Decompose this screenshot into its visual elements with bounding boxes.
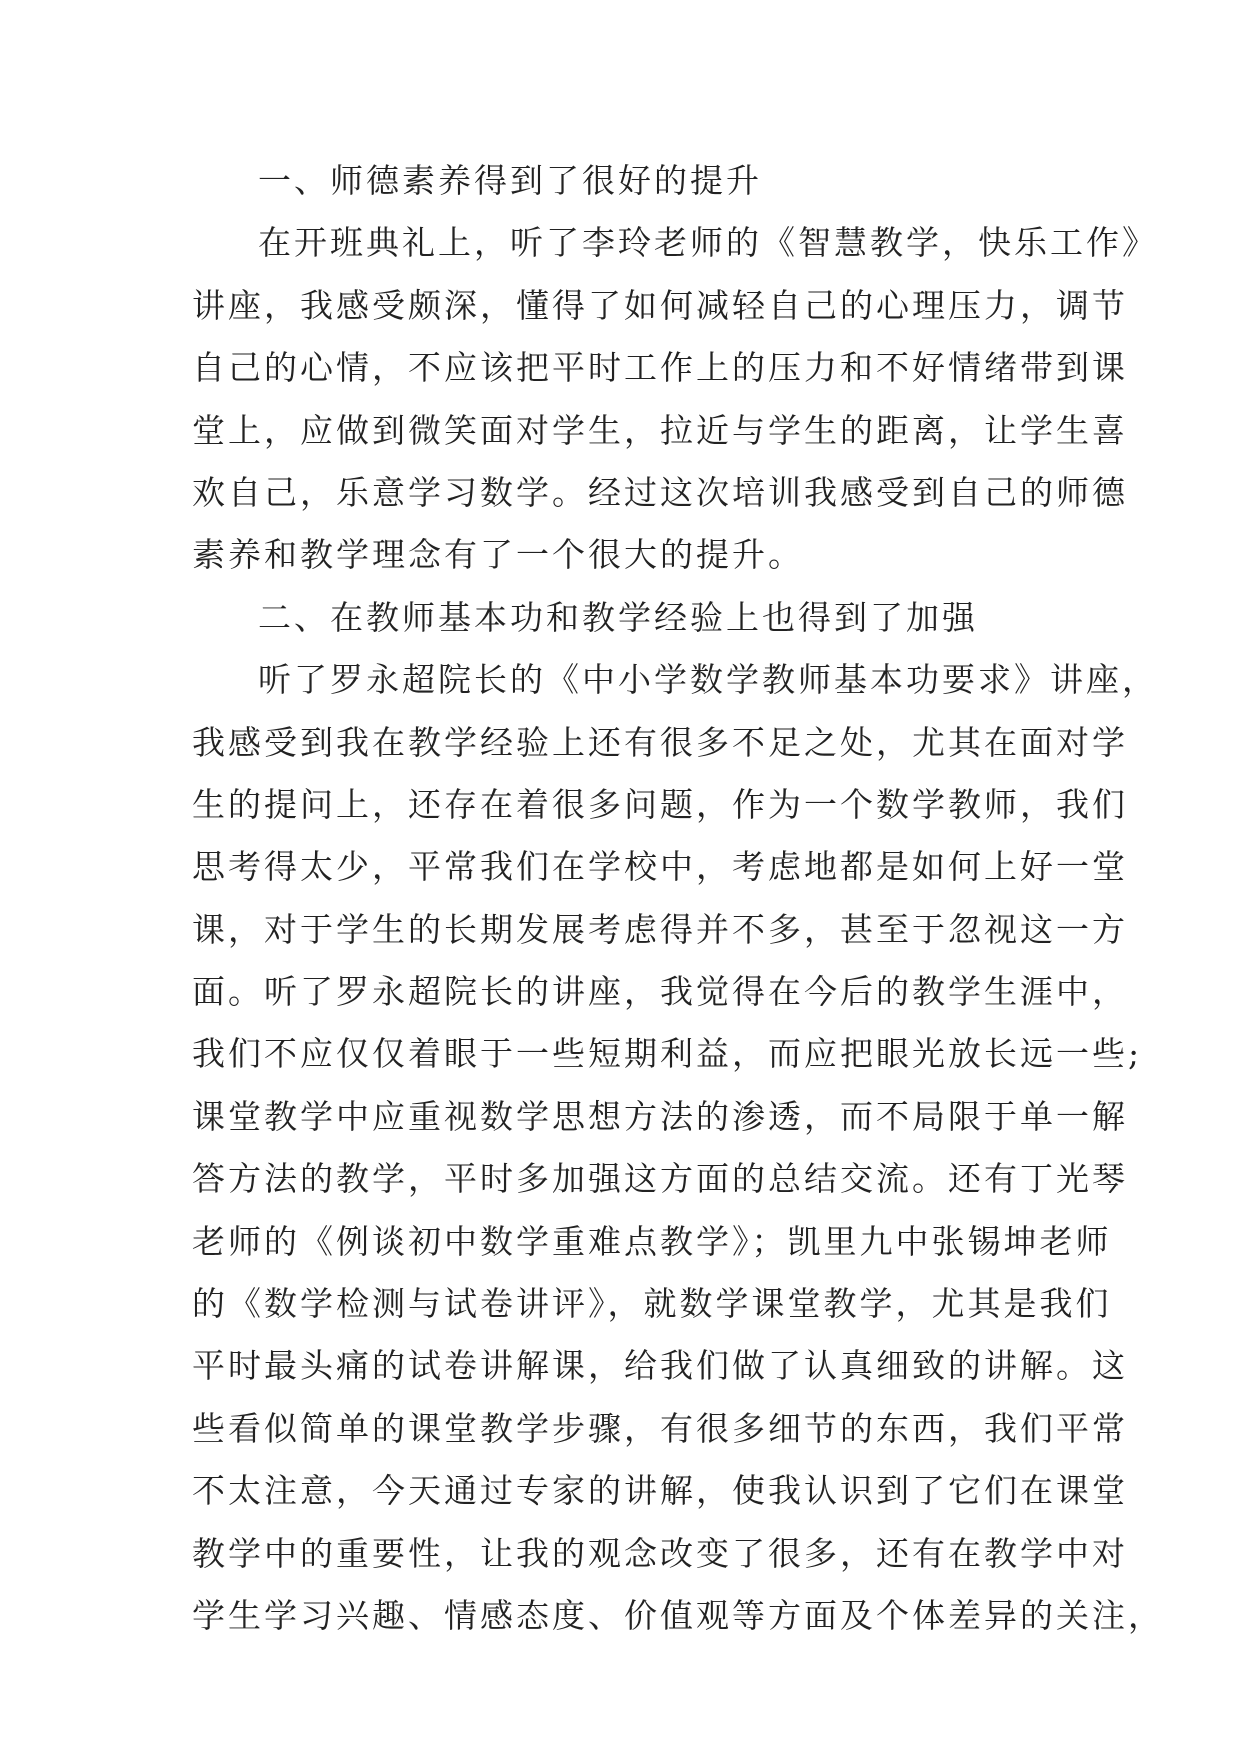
paragraph-line: 我们不应仅仅着眼于一些短期利益，而应把眼光放长远一些;: [192, 1034, 1143, 1074]
paragraph-line: 课，对于学生的长期发展考虑得并不多，甚至于忽视这一方: [192, 909, 1128, 949]
document-body: [192, 150, 1164, 1647]
paragraph-line: 自己的心情，不应该把平时工作上的压力和不好情绪带到课: [192, 348, 1128, 388]
paragraph-line: 答方法的教学，平时多加强这方面的总结交流。还有丁光琴: [192, 1159, 1128, 1199]
paragraph-line: 欢自己，乐意学习数学。经过这次培训我感受到自己的师德: [192, 472, 1128, 512]
paragraph-line: 思考得太少，平常我们在学校中，考虑地都是如何上好一堂: [192, 847, 1128, 887]
paragraph-line: 生的提问上，还存在着很多问题，作为一个数学教师，我们: [192, 784, 1128, 824]
paragraph-line: 课堂教学中应重视数学思想方法的渗透，而不局限于单一解: [192, 1096, 1128, 1136]
paragraph-line: 不太注意，今天通过专家的讲解，使我认识到了它们在课堂: [192, 1471, 1128, 1511]
paragraph-first-line: 一、师德素养得到了很好的提升: [258, 161, 762, 200]
paragraph-line: 学生学习兴趣、情感态度、价值观等方面及个体差异的关注，: [192, 1595, 1164, 1635]
paragraph-line: 堂上，应做到微笑面对学生，拉近与学生的距离，让学生喜: [192, 410, 1128, 450]
paragraph-line: 面。听了罗永超院长的讲座，我觉得在今后的教学生涯中，: [192, 972, 1128, 1012]
paragraph-first-line: 二、在教师基本功和教学经验上也得到了加强: [258, 597, 978, 637]
paragraph-line: 些看似简单的课堂教学步骤，有很多细节的东西，我们平常: [192, 1408, 1128, 1448]
paragraph-line: 的《数学检测与试卷讲评》，就数学课堂教学，尤其是我们: [192, 1284, 1112, 1324]
paragraph-first-line: 听了罗永超院长的《中小学数学教师基本功要求》讲座，: [258, 660, 1158, 700]
paragraph-line: 老师的《例谈初中数学重难点教学》；凯里九中张锡坤老师: [192, 1221, 1112, 1261]
paragraph-line: 我感受到我在教学经验上还有很多不足之处，尤其在面对学: [192, 722, 1128, 762]
paragraph-line: 平时最头痛的试卷讲解课，给我们做了认真细致的讲解。这: [192, 1346, 1128, 1386]
paragraph-line: 教学中的重要性，让我的观念改变了很多，还有在教学中对: [192, 1533, 1128, 1573]
paragraph-line: 素养和教学理念有了一个很大的提升。: [192, 535, 804, 575]
paragraph-first-line: 在开班典礼上，听了李玲老师的《智慧教学，快乐工作》: [258, 223, 1158, 263]
paragraph-line: 讲座，我感受颇深，懂得了如何减轻自己的心理压力，调节: [192, 285, 1128, 325]
